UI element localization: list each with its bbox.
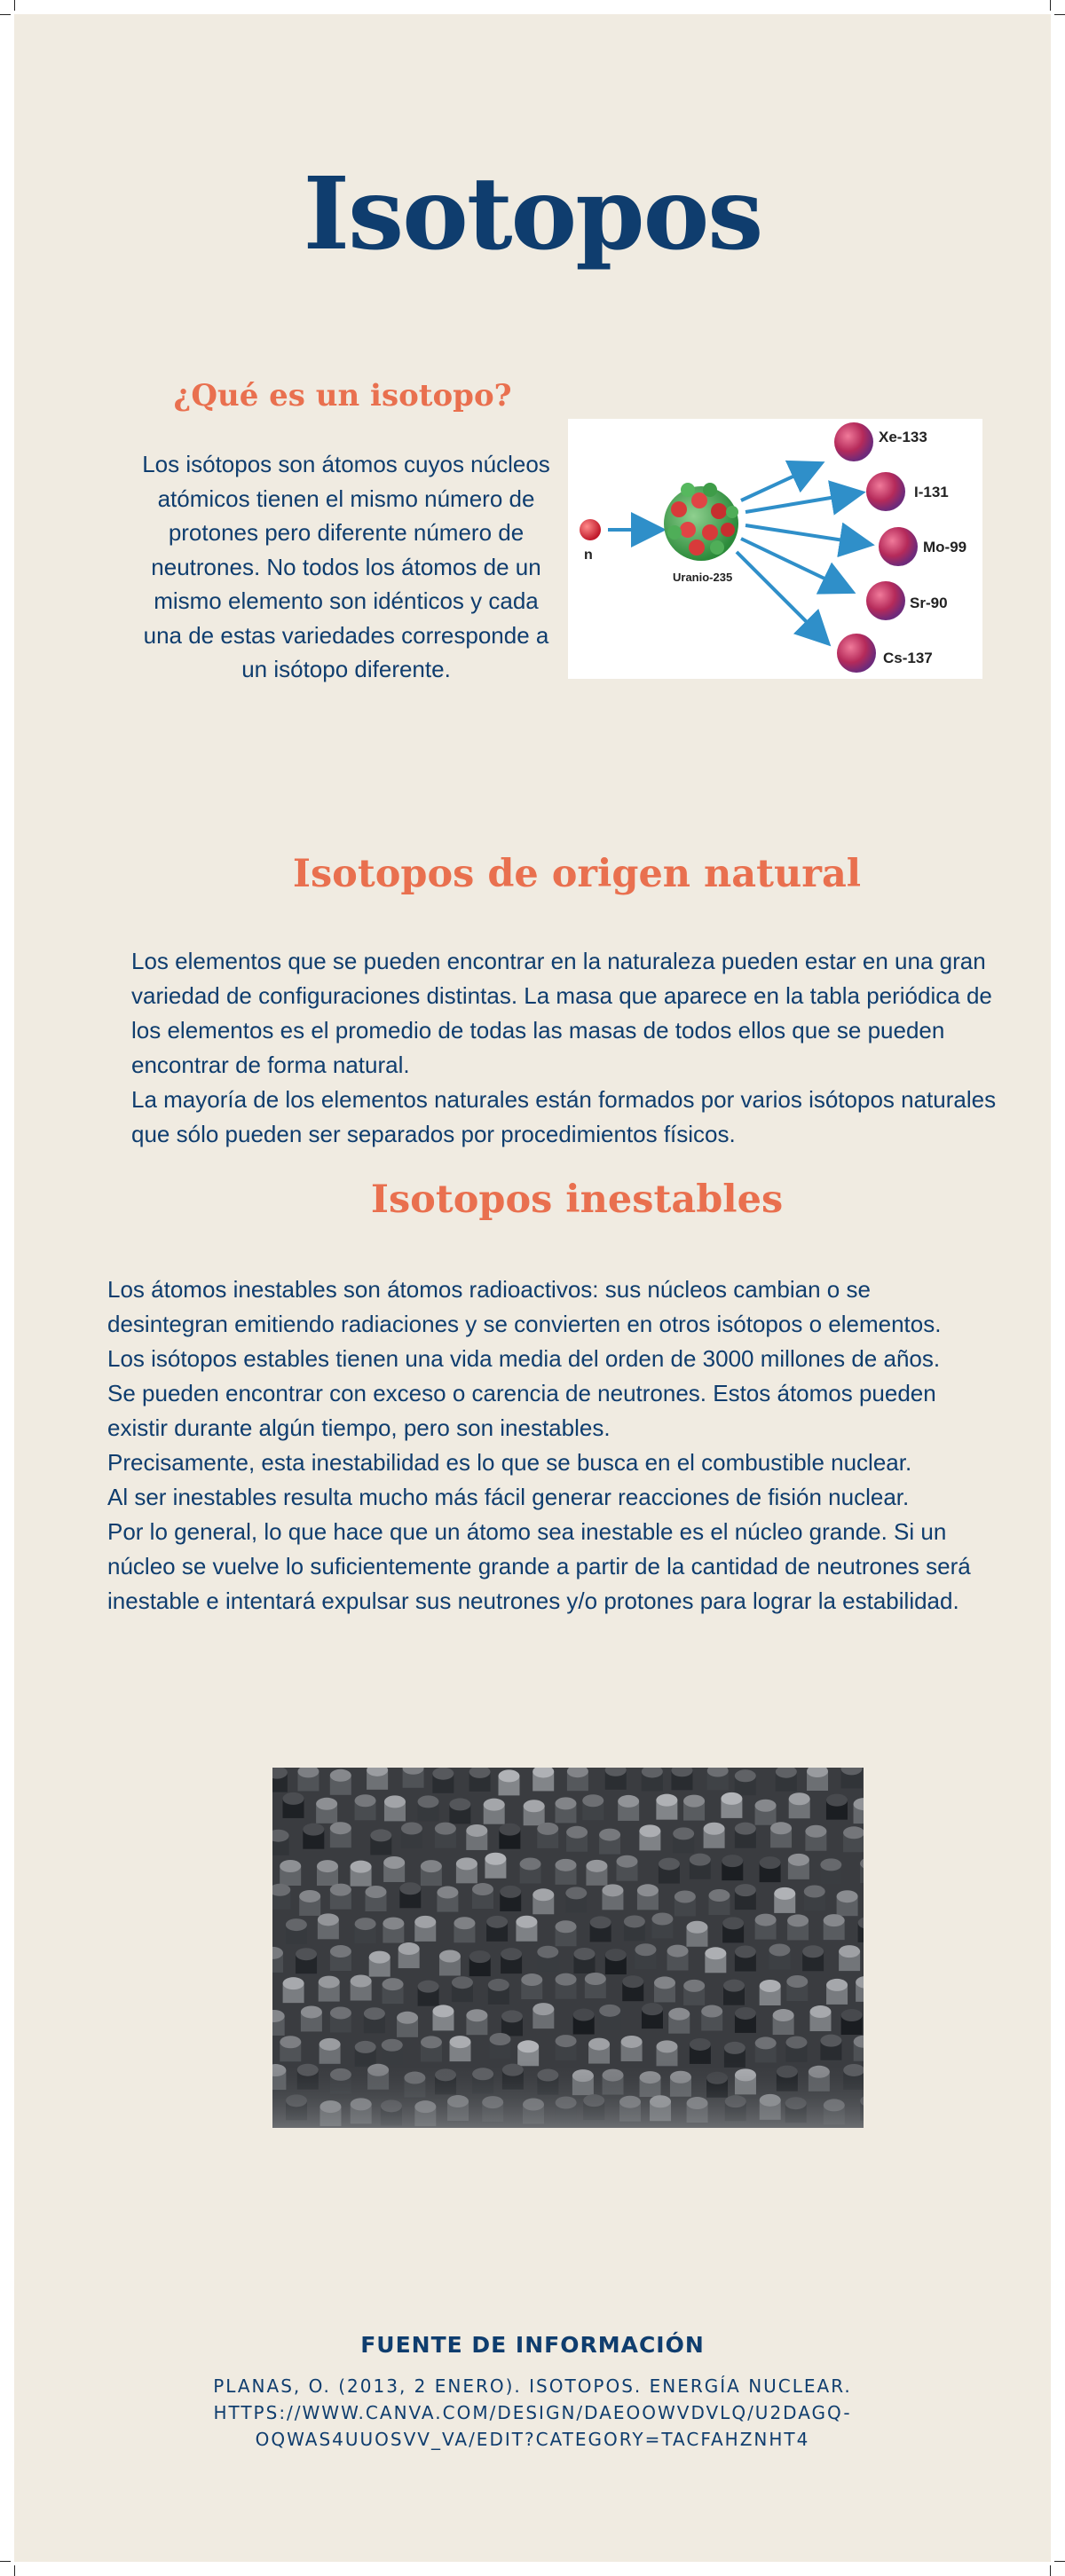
- cs-137-icon: [837, 634, 876, 673]
- crop-mark: [14, 2565, 15, 2576]
- crop-mark: [1054, 2561, 1065, 2562]
- product-label: I-131: [914, 484, 949, 500]
- document-page: [14, 14, 1051, 2562]
- intro-text: Los isótopos son átomos cuyos núcleos atómicos tienen el mismo número de protones pero diferente número de neutrones. No todos los átomos de un mismo elemento son idénticos y cada una de estas variedades corresponde a un isótopo diferente.: [142, 451, 550, 682]
- i-131-icon: [866, 472, 905, 511]
- product-label: Mo-99: [923, 539, 967, 555]
- pellets-svg: [272, 1768, 864, 2128]
- natural-paragraph: Los elementos que se pueden encontrar en la naturaleza pueden estar en una gran variedad de configuraciones distintas. La masa que aparece en la tabla periódica de los elementos es el promedio de todas las masas de todos ellos que se pueden encontrar de forma natural.: [131, 948, 992, 1078]
- unstable-paragraph: Al ser inestables resulta mucho más fácil generar reacciones de fisión nuclear.: [107, 1484, 910, 1510]
- mo-99-icon: [879, 527, 918, 566]
- unstable-paragraph: Por lo general, lo que hace que un átomo sea inestable es el núcleo grande. Si un núcleo se vuelve lo suficientemente grande a partir de la cantidad de neutrones será inestable e intentará expulsar sus neutrones y/o protones para lograr la estabilidad.: [107, 1518, 971, 1614]
- product-arrow: [741, 468, 812, 500]
- xe-133-icon: [834, 422, 873, 461]
- crop-mark: [1054, 14, 1065, 15]
- unstable-text: [107, 1272, 986, 1619]
- sr-90-icon: [866, 581, 905, 620]
- natural-text: [131, 944, 997, 1152]
- source-line: HTTPS://WWW.CANVA.COM/DESIGN/DAEOOWVDVLQ/U2DAGQ-: [213, 2402, 852, 2423]
- source-line: OQWAS4UUOSVV_VA/EDIT?CATEGORY=TACFAHZNHT4: [255, 2429, 810, 2450]
- fuel-pellets-photo: [272, 1768, 864, 2128]
- natural-heading: Isotopos de origen natural: [292, 852, 862, 896]
- source-line: PLANAS, O. (2013, 2 ENERO). ISOTOPOS. ENERGÍA NUCLEAR.: [213, 2375, 852, 2397]
- unstable-paragraph: Se pueden encontrar con exceso o carencia de neutrones. Estos átomos pueden existir durante algún tiempo, pero son inestables.: [107, 1380, 936, 1441]
- page-title: Isotopos: [303, 156, 762, 272]
- product-label: Sr-90: [910, 595, 948, 611]
- natural-paragraph: La mayoría de los elementos naturales están formados por varios isótopos naturales que sólo pueden ser separados por procedimientos físicos.: [131, 1086, 997, 1147]
- source-title: FUENTE DE INFORMACIÓN: [360, 2332, 705, 2358]
- product-arrow: [746, 494, 852, 512]
- intro-heading: ¿Qué es un isotopo?: [173, 378, 512, 414]
- product-label: Cs-137: [883, 650, 933, 666]
- product-arrow: [737, 552, 821, 636]
- unstable-paragraph: Los átomos inestables son átomos radioactivos: sus núcleos cambian o se desintegran emitiendo radiaciones y se convierten en otros isótopos o elementos.: [107, 1276, 942, 1337]
- fission-diagram: [568, 419, 982, 679]
- source-citation: [147, 2373, 918, 2453]
- unstable-paragraph: Precisamente, esta inestabilidad es lo que se busca en el combustible nuclear.: [107, 1449, 912, 1476]
- crop-mark: [0, 2561, 11, 2562]
- product-label: Xe-133: [879, 429, 927, 445]
- uranium-nucleus-icon: [664, 483, 738, 561]
- fission-diagram-svg: [568, 419, 982, 679]
- crop-mark: [14, 0, 15, 11]
- crop-mark: [0, 14, 11, 15]
- nucleus-label: Uranio-235: [673, 571, 733, 584]
- neutron-label: n: [584, 547, 593, 563]
- unstable-paragraph: Los isótopos estables tienen una vida media del orden de 3000 millones de años.: [107, 1345, 941, 1372]
- unstable-heading: Isotopos inestables: [370, 1178, 784, 1222]
- crop-mark: [1050, 0, 1051, 11]
- product-arrow: [741, 539, 843, 587]
- neutron-icon: [580, 519, 601, 540]
- product-arrow: [746, 525, 861, 543]
- crop-mark: [1050, 2565, 1051, 2576]
